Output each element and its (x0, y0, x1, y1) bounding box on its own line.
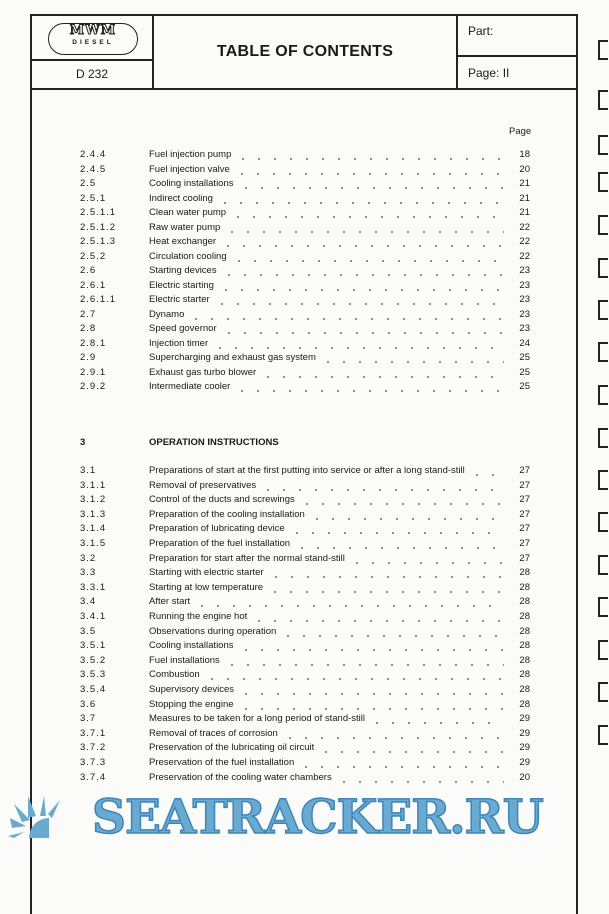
entry-number: 2.8.1 (80, 337, 107, 349)
dot-leader (204, 668, 504, 682)
dot-leader (260, 366, 504, 380)
entry-number: 3.5 (80, 625, 97, 637)
dot-leader (221, 322, 504, 336)
dot-leader (469, 464, 504, 478)
entry-number: 2.4.4 (80, 149, 107, 160)
entry-number: 3.1.3 (80, 508, 107, 520)
toc-entry (80, 698, 530, 712)
entry-title-row (149, 235, 504, 249)
entry-title-row (149, 293, 504, 307)
toc-entry (80, 756, 530, 770)
toc-entry (80, 537, 530, 551)
watermark (0, 790, 609, 850)
dot-leader (238, 683, 504, 697)
entry-number: 2.5.1.1 (80, 207, 117, 218)
entry-page: 22 (519, 250, 530, 262)
dot-leader (234, 163, 504, 177)
entry-title-row (149, 712, 504, 726)
entry-title-row (149, 206, 504, 220)
entry-number: 2.9.1 (80, 366, 107, 378)
entry-page: 27 (519, 479, 530, 491)
entry-page: 27 (519, 538, 530, 549)
part-label: Part: (456, 16, 576, 57)
dot-leader (260, 479, 504, 493)
entry-page: 29 (519, 713, 530, 725)
entry-page: 27 (519, 552, 530, 564)
entry-title-row (149, 552, 504, 566)
toc-entry (80, 639, 530, 653)
dot-leader (230, 206, 504, 220)
entry-page: 22 (519, 236, 530, 247)
title-block (30, 14, 578, 90)
dot-leader (267, 581, 504, 595)
entry-title: Exhaust gas turbo blower (149, 366, 257, 378)
entry-number: 3.7.1 (80, 727, 107, 739)
binder-mark (598, 385, 608, 405)
binder-mark (598, 597, 608, 617)
toc-entry (80, 250, 530, 264)
entry-number: 2.5.2 (80, 250, 107, 262)
toc-entry (80, 493, 530, 507)
dot-leader (280, 625, 504, 639)
toc-entry (80, 206, 530, 220)
entry-number: 2.5.1.3 (80, 236, 117, 247)
dot-leader (224, 654, 504, 668)
entry-title-row (149, 771, 504, 785)
entry-number: 3.7.3 (80, 757, 107, 768)
entry-title: Preparation of the cooling installation (149, 508, 305, 520)
entry-page: 28 (519, 611, 530, 622)
dot-leader (369, 712, 504, 726)
dot-leader (282, 727, 504, 741)
binder-mark (598, 300, 608, 320)
entry-number: 2.6 (80, 265, 97, 276)
entry-title: Preparation of lubricating device (149, 523, 285, 535)
binder-mark (598, 172, 608, 192)
entry-title-row (149, 177, 504, 191)
toc-entry (80, 279, 530, 293)
entry-number: 3.1.4 (80, 523, 107, 535)
entry-title: Starting at low temperature (149, 581, 264, 593)
entry-title-row (149, 639, 504, 653)
entry-title: Running the engine hot (149, 611, 248, 622)
dot-leader (268, 566, 504, 580)
entry-title-row (149, 264, 504, 278)
entry-page: 23 (519, 294, 530, 305)
entry-title-row (149, 595, 504, 609)
entry-title: Heat exchanger (149, 236, 217, 247)
dot-leader (224, 221, 504, 235)
binder-mark (598, 640, 608, 660)
toc-entry (80, 221, 530, 235)
entry-title: Measures to be taken for a long period of stand-still (149, 713, 365, 725)
entry-title: Intermediate cooler (149, 381, 231, 392)
entry-number: 2.6.1 (80, 279, 107, 291)
entry-page: 20 (519, 771, 530, 783)
entry-page: 18 (519, 149, 530, 160)
toc-entry (80, 625, 530, 639)
toc-entry (80, 566, 530, 580)
entry-title-row (149, 741, 504, 755)
entry-title-row (149, 308, 504, 322)
entry-page: 27 (519, 508, 530, 520)
entry-page: 27 (519, 523, 530, 535)
dot-leader (188, 308, 504, 322)
dot-leader (238, 698, 504, 712)
toc-entry (80, 322, 530, 336)
toc-entry (80, 771, 530, 785)
binder-mark (598, 512, 608, 532)
entry-number: 3.6 (80, 698, 97, 710)
toc-entry (80, 508, 530, 522)
entry-number: 3.2 (80, 552, 97, 564)
entry-title: Circulation cooling (149, 250, 227, 262)
dot-leader (320, 351, 504, 365)
dot-leader (218, 279, 504, 293)
entry-number: 3.3.1 (80, 581, 107, 593)
section-3-heading (80, 437, 530, 448)
entry-title: Control of the ducts and screwings (149, 494, 295, 506)
mwm-diesel-logo (48, 23, 138, 55)
entry-title: Preservation of the cooling water chambers (149, 771, 332, 783)
toc-entry (80, 683, 530, 697)
entry-title: Cooling installations (149, 178, 234, 189)
entry-title: Supervisory devices (149, 684, 235, 695)
entry-page: 28 (519, 640, 530, 652)
entry-title-row (149, 566, 504, 580)
toc-entry (80, 351, 530, 365)
entry-title: Preparations of start at the first putting into service or after a long stand-still (149, 465, 465, 476)
entry-title: Electric starter (149, 294, 210, 305)
binder-mark (598, 428, 608, 448)
entry-number: 2.8 (80, 323, 97, 334)
toc-entry (80, 464, 530, 478)
entry-title-row (149, 221, 504, 235)
entry-title: Combustion (149, 669, 200, 681)
entry-number: 3.4.1 (80, 611, 107, 622)
entry-page: 23 (519, 265, 530, 276)
entry-page: 28 (519, 669, 530, 681)
entry-title: Preservation of the lubricating oil circuit (149, 742, 315, 754)
entry-title-row (149, 464, 504, 478)
toc-entry (80, 177, 530, 191)
toc-entry (80, 293, 530, 307)
entry-page: 20 (519, 163, 530, 175)
entry-page: 29 (519, 757, 530, 768)
toc-entry (80, 595, 530, 609)
entry-page: 23 (519, 308, 530, 320)
entry-number: 3.7 (80, 713, 97, 725)
entry-title: Dynamo (149, 308, 185, 320)
entry-page: 27 (519, 465, 530, 476)
logo-mwm: MWM (69, 23, 117, 38)
dot-leader (212, 337, 504, 351)
entry-title-row (149, 508, 504, 522)
toc-entry (80, 366, 530, 380)
dot-leader (289, 522, 504, 536)
page-column-header: Page (509, 126, 532, 137)
entry-title-row (149, 351, 504, 365)
entry-number: 3.5.3 (80, 669, 107, 681)
dot-leader (309, 508, 504, 522)
entry-number: 2.5.1 (80, 192, 107, 204)
dot-leader (214, 293, 504, 307)
toc-entry (80, 192, 530, 206)
entry-title-row (149, 322, 504, 336)
dot-leader (234, 380, 504, 394)
entry-title-row (149, 366, 504, 380)
toc-entry (80, 235, 530, 249)
entry-number: 2.9 (80, 352, 97, 363)
entry-number: 3.1.1 (80, 479, 107, 491)
entry-page: 25 (519, 352, 530, 363)
sun-icon (8, 796, 70, 838)
entry-page: 28 (519, 654, 530, 666)
entry-title-row (149, 522, 504, 536)
entry-number: 3.1.2 (80, 494, 107, 506)
entry-title: Speed governor (149, 323, 217, 334)
binder-mark (598, 725, 608, 745)
binder-mark (598, 470, 608, 490)
entry-number: 2.5 (80, 178, 97, 189)
section-title: OPERATION INSTRUCTIONS (149, 437, 279, 448)
model-number: D 232 (32, 61, 154, 88)
entry-page: 23 (519, 323, 530, 334)
toc-entry (80, 668, 530, 682)
entry-page: 28 (519, 625, 530, 637)
entry-number: 3.5.4 (80, 684, 107, 695)
dot-leader (298, 756, 504, 770)
entry-page: 21 (519, 178, 530, 189)
toc-entry (80, 581, 530, 595)
entry-title: Starting with electric starter (149, 567, 264, 579)
dot-leader (194, 595, 504, 609)
entry-title: Indirect cooling (149, 192, 213, 204)
toc-entry (80, 163, 530, 177)
entry-page: 21 (519, 192, 530, 204)
page-title: TABLE OF CONTENTS (216, 43, 394, 60)
entry-title-row (149, 683, 504, 697)
entry-title: Observations during operation (149, 625, 277, 637)
entry-title-row (149, 537, 504, 551)
dot-leader (231, 250, 504, 264)
entry-title: Supercharging and exhaust gas system (149, 352, 316, 363)
entry-title-row (149, 493, 504, 507)
entry-title: Starting devices (149, 265, 217, 276)
entry-title-row (149, 581, 504, 595)
entry-title: Stopping the engine (149, 698, 234, 710)
binder-mark (598, 682, 608, 702)
entry-number: 3.5.1 (80, 640, 107, 652)
entry-title-row (149, 337, 504, 351)
binder-mark (598, 215, 608, 235)
dot-leader (251, 610, 504, 624)
toc-entry (80, 264, 530, 278)
entry-title-row (149, 610, 504, 624)
entry-title: Fuel installations (149, 654, 220, 666)
entry-title: Clean water pump (149, 207, 227, 218)
entry-title: Injection timer (149, 337, 209, 349)
entry-number: 3.5.2 (80, 654, 107, 666)
entry-title-row (149, 698, 504, 712)
entry-title: Preparation of the fuel installation (149, 538, 291, 549)
logo-cell (32, 16, 154, 61)
entry-page: 28 (519, 567, 530, 579)
entry-number: 2.5.1.2 (80, 221, 117, 233)
entry-title-row (149, 668, 504, 682)
entry-title-row (149, 756, 504, 770)
toc-entry (80, 741, 530, 755)
entry-title-row (149, 625, 504, 639)
entry-number: 2.7 (80, 308, 97, 320)
entry-number: 3.1 (80, 465, 97, 476)
binder-mark (598, 90, 608, 110)
toc-entry (80, 727, 530, 741)
entry-title-row (149, 479, 504, 493)
toc-entry (80, 654, 530, 668)
dot-leader (220, 235, 504, 249)
entry-number: 3.7.4 (80, 771, 107, 783)
entry-title-row (149, 148, 504, 162)
binder-mark (598, 135, 608, 155)
entry-page: 25 (519, 381, 530, 392)
dot-leader (349, 552, 504, 566)
binder-mark (598, 555, 608, 575)
dot-leader (294, 537, 504, 551)
entry-page: 28 (519, 581, 530, 593)
dot-leader (238, 639, 505, 653)
toc-entry (80, 337, 530, 351)
section-number: 3 (80, 437, 86, 448)
binder-mark (598, 40, 608, 60)
dot-leader (221, 264, 504, 278)
dot-leader (217, 192, 504, 206)
binder-mark (598, 258, 608, 278)
toc-entry (80, 522, 530, 536)
watermark-text: SEATRACKER.RU (92, 790, 543, 845)
entry-page: 25 (519, 366, 530, 378)
entry-number: 3.7.2 (80, 742, 107, 754)
entry-title: After start (149, 596, 191, 608)
entry-page: 22 (519, 221, 530, 233)
entry-number: 3.3 (80, 567, 97, 579)
entry-number: 2.9.2 (80, 381, 107, 392)
entry-title: Preparation for start after the normal stand-still (149, 552, 345, 564)
dot-leader (238, 177, 505, 191)
entry-title: Raw water pump (149, 221, 221, 233)
entry-page: 28 (519, 596, 530, 608)
entry-title: Preservation of the fuel installation (149, 757, 295, 768)
page-label: Page: II (456, 57, 576, 88)
dot-leader (318, 741, 504, 755)
dot-leader (299, 493, 504, 507)
entry-title-row (149, 250, 504, 264)
toc-entry (80, 380, 530, 394)
entry-title-row (149, 192, 504, 206)
entry-number: 3.4 (80, 596, 97, 608)
dot-leader (336, 771, 504, 785)
toc-entry (80, 712, 530, 726)
entry-page: 29 (519, 727, 530, 739)
entry-title: Fuel injection valve (149, 163, 230, 175)
entry-page: 23 (519, 279, 530, 291)
entry-title-row (149, 380, 504, 394)
entry-title: Electric starting (149, 279, 214, 291)
entry-page: 29 (519, 742, 530, 754)
entry-title: Removal of traces of corrosion (149, 727, 278, 739)
entry-page: 28 (519, 698, 530, 710)
binder-mark (598, 342, 608, 362)
entry-title: Removal of preservatives (149, 479, 257, 491)
entry-page: 28 (519, 684, 530, 695)
entry-title: Cooling installations (149, 640, 234, 652)
logo-diesel: DIESEL (72, 39, 114, 46)
dot-leader (235, 148, 504, 162)
entry-title-row (149, 727, 504, 741)
toc-entry (80, 610, 530, 624)
toc-entry (80, 308, 530, 322)
toc-entry (80, 552, 530, 566)
entry-title-row (149, 279, 504, 293)
toc-entry (80, 479, 530, 493)
entry-number: 2.4.5 (80, 163, 107, 175)
entry-title: Fuel injection pump (149, 149, 232, 160)
entry-page: 24 (519, 337, 530, 349)
entry-number: 3.1.5 (80, 538, 107, 549)
entry-number: 2.6.1.1 (80, 294, 117, 305)
entry-page: 21 (519, 207, 530, 218)
entry-title-row (149, 163, 504, 177)
entry-page: 27 (519, 494, 530, 506)
toc-entry (80, 148, 530, 162)
entry-title-row (149, 654, 504, 668)
